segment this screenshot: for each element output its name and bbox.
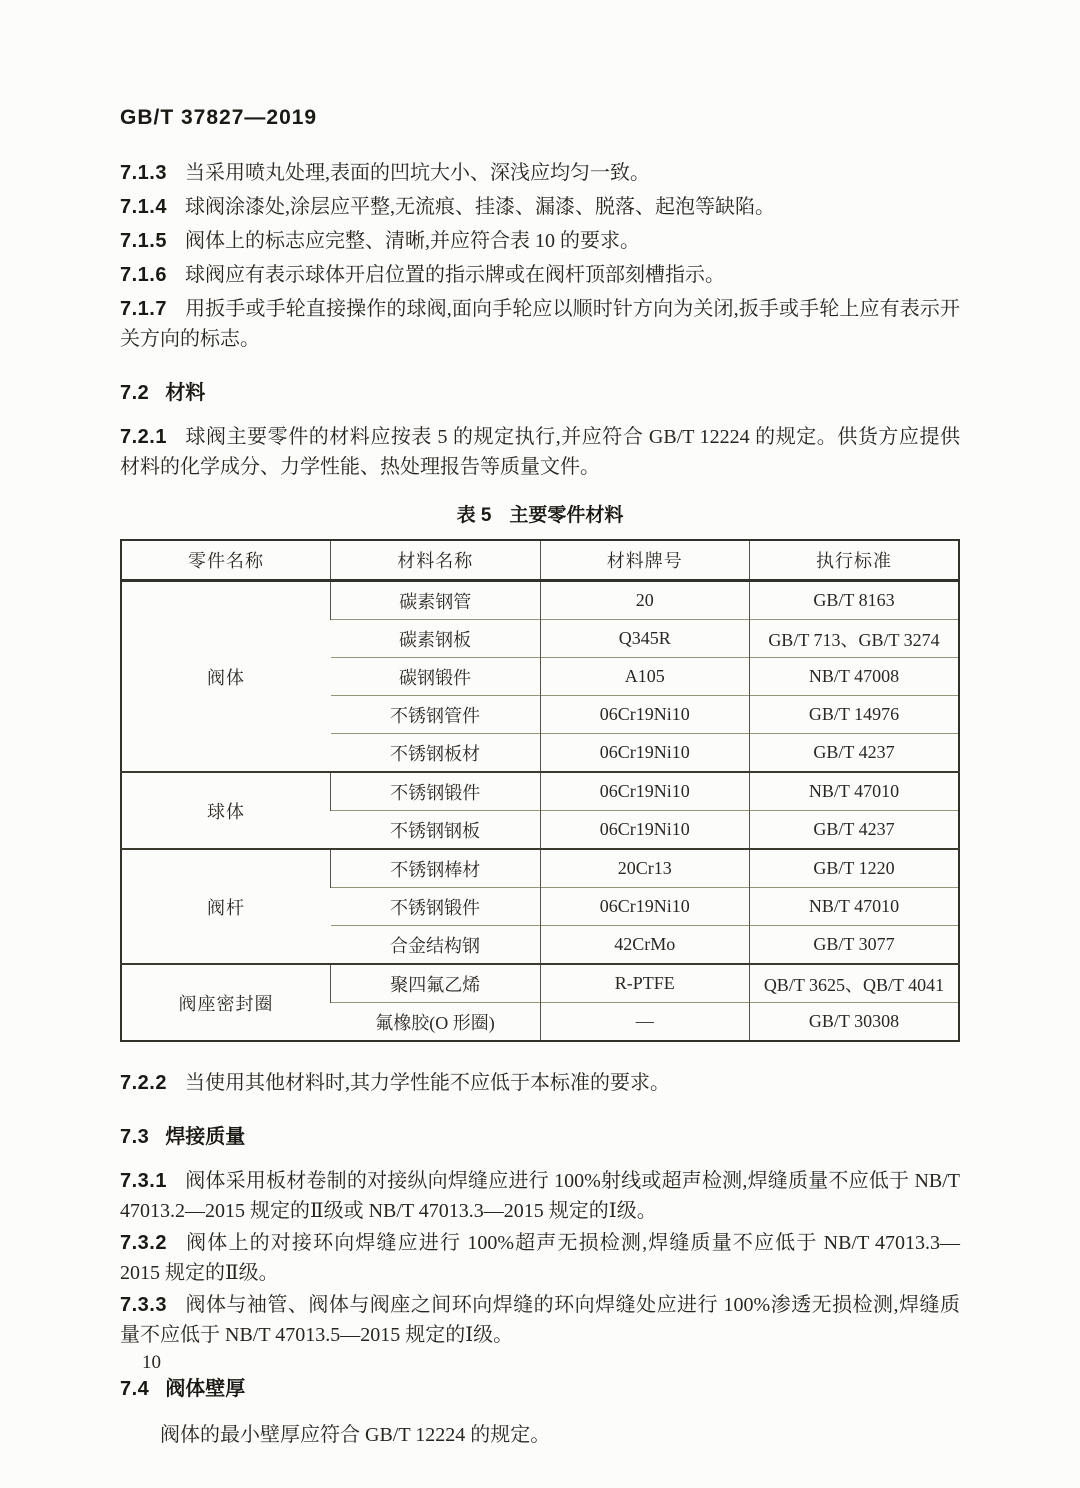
clause-number: 7.1.4 <box>120 196 167 218</box>
standard-cell: GB/T 4237 <box>750 811 960 850</box>
clause-text: 阀体采用板材卷制的对接纵向焊缝应进行 100%射线或超声检测,焊缝质量不应低于 NB/T 47013.2—2015 规定的Ⅱ级或 NB/T 47013.3—2015 规定的Ⅰ级。 <box>120 1170 960 1222</box>
standard-cell: GB/T 4237 <box>750 734 960 773</box>
clause-7-3-2 <box>120 1228 960 1288</box>
clause-text: 球阀涂漆处,涂层应平整,无流痕、挂漆、漏漆、脱落、起泡等缺陷。 <box>184 196 775 218</box>
standard-cell: GB/T 713、GB/T 3274 <box>750 620 960 658</box>
clause-7-3-1 <box>120 1166 960 1226</box>
grade-cell: 06Cr19Ni10 <box>540 772 750 811</box>
section-title: 焊接质量 <box>165 1126 246 1148</box>
material-cell: 不锈钢锻件 <box>331 772 541 811</box>
grade-cell: 06Cr19Ni10 <box>540 734 750 773</box>
table-5-caption <box>120 500 960 527</box>
clause-number: 7.2.1 <box>120 426 167 448</box>
standard-cell: NB/T 47010 <box>750 888 960 926</box>
table-row <box>121 581 959 620</box>
section-heading-7-4 <box>120 1374 960 1404</box>
clause-number: 7.1.3 <box>120 162 167 184</box>
clause-7-1-4 <box>120 192 960 222</box>
table-row <box>121 772 959 811</box>
grade-cell: R-PTFE <box>540 964 750 1003</box>
clause-number: 7.1.7 <box>120 298 167 320</box>
col-header-standard: 执行标准 <box>750 540 960 581</box>
clause-7-1-6 <box>120 260 960 290</box>
clause-text: 阀体上的对接环向焊缝应进行 100%超声无损检测,焊缝质量不应低于 NB/T 47013.3—2015 规定的Ⅱ级。 <box>120 1232 960 1284</box>
standard-code-header: GB/T 37827—2019 <box>120 106 318 129</box>
material-cell: 不锈钢钢板 <box>331 811 541 850</box>
material-cell: 碳钢锻件 <box>331 658 541 696</box>
grade-cell: 06Cr19Ni10 <box>540 888 750 926</box>
standard-cell: QB/T 3625、QB/T 4041 <box>750 964 960 1003</box>
section-title: 材料 <box>165 382 206 404</box>
material-cell: 聚四氟乙烯 <box>331 964 541 1003</box>
clause-number: 7.1.5 <box>120 230 167 252</box>
table-row <box>121 964 959 1003</box>
material-cell: 不锈钢管件 <box>331 696 541 734</box>
material-cell: 氟橡胶(O 形圈) <box>331 1003 541 1042</box>
part-name-cell: 球体 <box>121 772 331 849</box>
clause-text: 阀体上的标志应完整、清晰,并应符合表 10 的要求。 <box>184 230 640 252</box>
clause-number: 7.2.2 <box>120 1072 167 1094</box>
section-heading-7-2 <box>120 378 960 408</box>
grade-cell: — <box>540 1003 750 1042</box>
clause-7-2-1 <box>120 422 960 482</box>
materials-table <box>120 539 960 1042</box>
table-number: 表 5 <box>456 505 492 526</box>
table-row <box>121 849 959 888</box>
part-name-cell: 阀杆 <box>121 849 331 964</box>
grade-cell: 06Cr19Ni10 <box>540 811 750 850</box>
page-number: 10 <box>142 1352 161 1373</box>
section-number: 7.4 <box>120 1378 150 1400</box>
standard-cell: GB/T 30308 <box>750 1003 960 1042</box>
clause-number: 7.3.3 <box>120 1294 167 1316</box>
clause-7-4-body: 阀体的最小壁厚应符合 GB/T 12224 的规定。 <box>160 1424 551 1446</box>
clause-7-3-3 <box>120 1290 960 1350</box>
clause-7-1-5 <box>120 226 960 256</box>
clause-number: 7.3.1 <box>120 1170 167 1192</box>
clause-number: 7.3.2 <box>120 1232 167 1254</box>
standard-cell: NB/T 47010 <box>750 772 960 811</box>
grade-cell: 20 <box>540 581 750 620</box>
clause-7-1-7 <box>120 294 960 354</box>
table-header-row <box>121 540 959 581</box>
clause-number: 7.1.6 <box>120 264 167 286</box>
material-cell: 碳素钢板 <box>331 620 541 658</box>
material-cell: 碳素钢管 <box>331 581 541 620</box>
section-title: 阀体壁厚 <box>165 1378 246 1400</box>
clause-text: 用扳手或手轮直接操作的球阀,面向手轮应以顺时针方向为关闭,扳手或手轮上应有表示开关方向的标志。 <box>120 298 960 350</box>
clause-text: 阀体与袖管、阀体与阀座之间环向焊缝的环向焊缝处应进行 100%渗透无损检测,焊缝质量不应低于 NB/T 47013.5—2015 规定的Ⅰ级。 <box>120 1294 960 1346</box>
section-heading-7-3 <box>120 1122 960 1152</box>
grade-cell: A105 <box>540 658 750 696</box>
section-number: 7.2 <box>120 382 150 404</box>
standard-cell: GB/T 8163 <box>750 581 960 620</box>
standard-cell: GB/T 14976 <box>750 696 960 734</box>
col-header-material-name: 材料名称 <box>331 540 541 581</box>
col-header-material-grade: 材料牌号 <box>540 540 750 581</box>
clause-text: 球阀应有表示球体开启位置的指示牌或在阀杆顶部刻槽指示。 <box>184 264 725 286</box>
material-cell: 不锈钢棒材 <box>331 849 541 888</box>
material-cell: 合金结构钢 <box>331 926 541 965</box>
part-name-cell: 阀体 <box>207 667 245 688</box>
clause-text: 球阀主要零件的材料应按表 5 的规定执行,并应符合 GB/T 12224 的规定。供货方应提供材料的化学成分、力学性能、热处理报告等质量文件。 <box>120 426 960 478</box>
clause-text: 当采用喷丸处理,表面的凹坑大小、深浅应均匀一致。 <box>184 162 650 184</box>
clause-list-7-1 <box>120 158 960 354</box>
clause-7-1-3 <box>120 158 960 188</box>
table-title-text: 主要零件材料 <box>509 505 624 526</box>
standard-cell: NB/T 47008 <box>750 658 960 696</box>
col-header-part-name: 零件名称 <box>121 540 331 581</box>
section-number: 7.3 <box>120 1126 150 1148</box>
standard-cell: GB/T 3077 <box>750 926 960 965</box>
grade-cell: 42CrMo <box>540 926 750 965</box>
part-name-cell: 阀座密封圈 <box>121 964 331 1041</box>
clause-7-2-2 <box>120 1068 960 1098</box>
standard-cell: GB/T 1220 <box>750 849 960 888</box>
grade-cell: 20Cr13 <box>540 849 750 888</box>
clause-text: 当使用其他材料时,其力学性能不应低于本标准的要求。 <box>184 1072 670 1094</box>
material-cell: 不锈钢锻件 <box>331 888 541 926</box>
material-cell: 不锈钢板材 <box>331 734 541 773</box>
grade-cell: Q345R <box>540 620 750 658</box>
grade-cell: 06Cr19Ni10 <box>540 696 750 734</box>
